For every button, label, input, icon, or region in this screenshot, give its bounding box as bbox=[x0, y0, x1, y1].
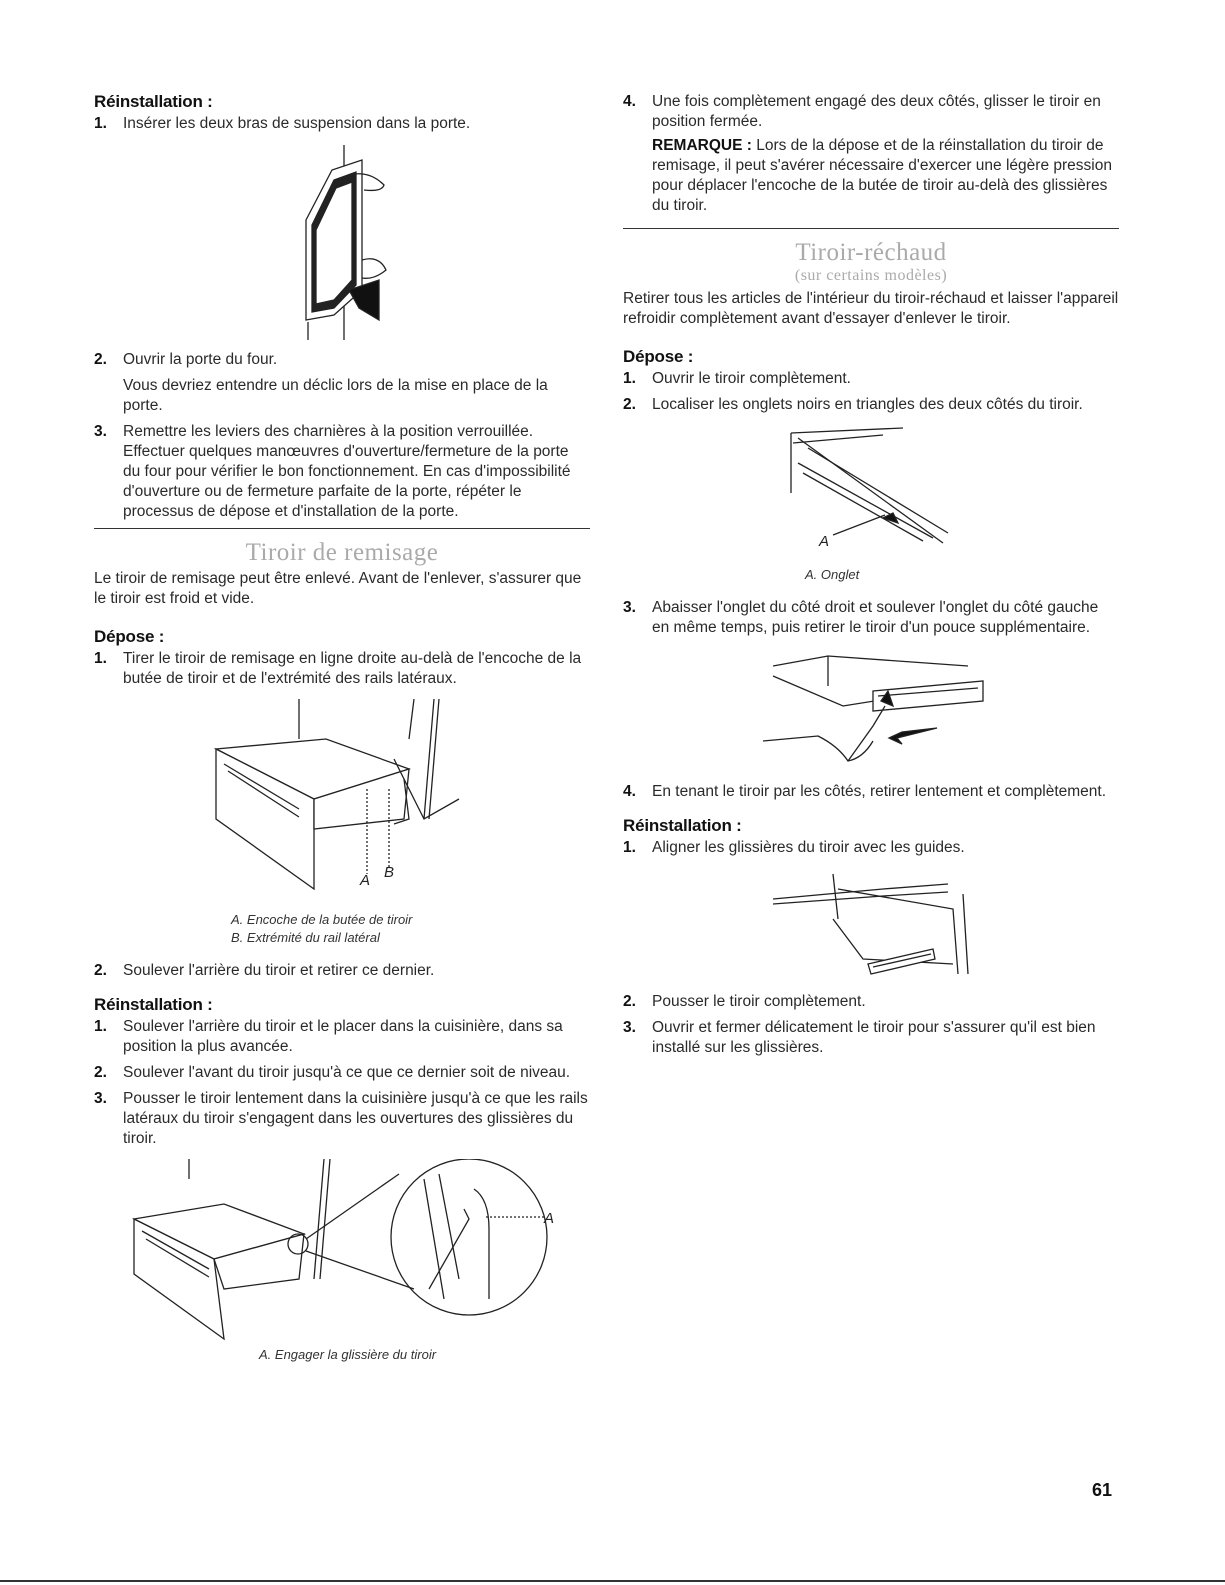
step-text: Aligner les glissières du tiroir avec les guides. bbox=[652, 839, 965, 856]
warming-depose-steps bbox=[623, 369, 1119, 415]
figure-label-a: A bbox=[360, 872, 371, 889]
storage-depose-steps-cont bbox=[94, 961, 590, 981]
storage-reinstall-steps-cont bbox=[623, 92, 1119, 216]
storage-drawer-illustration bbox=[94, 699, 590, 909]
onglet-illustration bbox=[623, 423, 1119, 558]
list-item: 3. Pousser le tiroir lentement dans la cuisinière jusqu'à ce que les rails latéraux du tiroir s'engagent dans les ouvertures des glissières du tiroir. bbox=[94, 1090, 588, 1147]
warming-drawer-subtitle: (sur certains modèles) bbox=[794, 267, 948, 284]
figure-label-a: A bbox=[819, 533, 830, 550]
step-text: Remettre les leviers des charnières à la position verrouillée. Effectuer quelques manœuvres d'ouverture/fermeture de la porte du four pour vérifier le bon fonctionnement. En cas d'impossibilité d'ouverture ou de fermeture parfaite de la porte, répéter le processus de dépose et d'installation de la porte. bbox=[123, 423, 571, 520]
page-number: 61 bbox=[1092, 1480, 1113, 1500]
engage-caption: A. Engager la glissière du tiroir bbox=[259, 1347, 437, 1362]
list-item: 1. Aligner les glissières du tiroir avec les guides. bbox=[623, 839, 965, 856]
step-text: En tenant le tiroir par les côtés, retirer lentement et complètement. bbox=[652, 783, 1107, 800]
align-slides-figure bbox=[623, 864, 1119, 984]
list-item: 3. Abaisser l'onglet du côté droit et soulever l'onglet du côté gauche en même temps, puis retirer le tiroir d'un pouce supplémentaire. bbox=[623, 599, 1099, 636]
storage-reinstall-heading: Réinstallation : bbox=[94, 995, 213, 1014]
storage-drawer-caption bbox=[94, 911, 590, 947]
engage-slide-figure bbox=[94, 1159, 590, 1344]
right-column bbox=[623, 92, 1119, 1064]
reinstall-door-steps bbox=[94, 114, 590, 134]
list-item: 1. Soulever l'arrière du tiroir et le placer dans la cuisinière, dans sa position la plus avancée. bbox=[94, 1018, 563, 1055]
step-text: Ouvrir la porte du four. bbox=[123, 351, 278, 368]
warming-reinstall-steps bbox=[623, 838, 1119, 858]
caption-a: A. Encoche de la butée de tiroir bbox=[231, 912, 413, 927]
list-item: 1. Insérer les deux bras de suspension dans la porte. bbox=[94, 115, 471, 132]
list-item: 1. Ouvrir le tiroir complètement. bbox=[623, 370, 851, 387]
note-label: REMARQUE : bbox=[652, 137, 752, 154]
list-item: 2. Soulever l'arrière du tiroir et retirer ce dernier. bbox=[94, 962, 435, 979]
storage-drawer-figure bbox=[94, 699, 590, 909]
step-text: Ouvrir et fermer délicatement le tiroir pour s'assurer qu'il est bien installé sur les glissières. bbox=[652, 1019, 1096, 1056]
warming-drawer-title: Tiroir-réchaud bbox=[795, 239, 947, 266]
list-item: 3. Ouvrir et fermer délicatement le tiroir pour s'assurer qu'il est bien installé sur les glissières. bbox=[623, 1019, 1096, 1056]
list-item: 2. Localiser les onglets noirs en triangles des deux côtés du tiroir. bbox=[623, 396, 1083, 413]
storage-depose-heading: Dépose : bbox=[94, 627, 165, 646]
page-bottom-rule bbox=[0, 1580, 1225, 1582]
step-subtext: Vous devriez entendre un déclic lors de la mise en place de la porte. bbox=[123, 377, 548, 414]
storage-drawer-title: Tiroir de remisage bbox=[245, 539, 439, 566]
figure-label-b: B bbox=[384, 864, 395, 881]
door-install-illustration bbox=[94, 140, 590, 350]
section-divider bbox=[94, 528, 590, 529]
onglet-figure bbox=[623, 423, 1119, 558]
warming-reinstall-heading: Réinstallation : bbox=[623, 816, 742, 835]
step-text: Insérer les deux bras de suspension dans la porte. bbox=[123, 115, 471, 132]
storage-reinstall-steps bbox=[94, 1017, 590, 1149]
step-text: Localiser les onglets noirs en triangles des deux côtés du tiroir. bbox=[652, 396, 1083, 413]
storage-depose-steps bbox=[94, 649, 590, 689]
section-divider bbox=[623, 228, 1119, 229]
list-item: 1. Tirer le tiroir de remisage en ligne droite au-delà de l'encoche de la butée de tiroir et de l'extrémité des rails latéraux. bbox=[94, 650, 582, 687]
step-text: Tirer le tiroir de remisage en ligne droite au-delà de l'encoche de la butée de tiroir et de l'extrémité des rails latéraux. bbox=[123, 650, 582, 687]
step-text: Ouvrir le tiroir complètement. bbox=[652, 370, 851, 387]
list-item: 2. Soulever l'avant du tiroir jusqu'à ce que ce dernier soit de niveau. bbox=[94, 1064, 571, 1081]
list-item: 2. Ouvrir la porte du four. Vous devriez entendre un déclic lors de la mise en place de la porte. bbox=[94, 350, 590, 416]
tab-release-figure bbox=[623, 646, 1119, 776]
step-text: Pousser le tiroir complètement. bbox=[652, 993, 866, 1010]
warming-depose-steps-cont2 bbox=[623, 782, 1119, 802]
onglet-caption: A. Onglet bbox=[805, 567, 860, 582]
reinstall-door-steps-cont bbox=[94, 350, 590, 522]
engage-slide-illustration bbox=[94, 1159, 590, 1344]
list-item: 2. Pousser le tiroir complètement. bbox=[623, 993, 866, 1010]
caption-b: B. Extrémité du rail latéral bbox=[231, 930, 380, 945]
step-text: Une fois complètement engagé des deux côtés, glisser le tiroir en position fermée. bbox=[652, 93, 1101, 130]
storage-drawer-intro: Le tiroir de remisage peut être enlevé. Avant de l'enlever, s'assurer que le tiroir est froid et vide. bbox=[94, 570, 582, 607]
step-text: Soulever l'arrière du tiroir et retirer ce dernier. bbox=[123, 962, 435, 979]
tab-release-illustration bbox=[623, 646, 1119, 776]
step-text: Soulever l'avant du tiroir jusqu'à ce que ce dernier soit de niveau. bbox=[123, 1064, 571, 1081]
note bbox=[652, 136, 1119, 216]
list-item: 4. Une fois complètement engagé des deux côtés, glisser le tiroir en position fermée. REMARQUE : Lors de la dépose et de la réinstallation du tiroir de remisage, il peut s'avérer nécessaire d'exercer une légère pression pour déplacer l'encoche de la butée de tiroir au-delà des glissières du tiroir. bbox=[623, 92, 1119, 216]
left-column bbox=[94, 92, 590, 1364]
reinstall-door-heading: Réinstallation : bbox=[94, 92, 213, 111]
door-install-figure bbox=[94, 140, 590, 350]
step-text: Abaisser l'onglet du côté droit et soulever l'onglet du côté gauche en même temps, puis retirer le tiroir d'un pouce supplémentaire. bbox=[652, 599, 1099, 636]
figure-label-a: A bbox=[544, 1210, 555, 1227]
warming-depose-heading: Dépose : bbox=[623, 347, 694, 366]
align-slides-illustration bbox=[623, 864, 1119, 984]
warming-drawer-intro: Retirer tous les articles de l'intérieur du tiroir-réchaud et laisser l'appareil refroidir complètement avant d'essayer d'enlever le tiroir. bbox=[623, 290, 1119, 327]
warming-depose-steps-cont bbox=[623, 598, 1119, 638]
list-item: 4. En tenant le tiroir par les côtés, retirer lentement et complètement. bbox=[623, 783, 1107, 800]
note-text: Lors de la dépose et de la réinstallation du tiroir de remisage, il peut s'avérer nécessaire d'exercer une légère pression pour déplacer l'encoche de la butée de tiroir au-delà des glissières du tiroir. bbox=[652, 137, 1112, 214]
warming-reinstall-steps-cont bbox=[623, 992, 1119, 1058]
step-text: Pousser le tiroir lentement dans la cuisinière jusqu'à ce que les rails latéraux du tiroir s'engagent dans les ouvertures des glissières du tiroir. bbox=[123, 1090, 588, 1147]
step-text: Soulever l'arrière du tiroir et le placer dans la cuisinière, dans sa position la plus avancée. bbox=[123, 1018, 563, 1055]
list-item: 3. Remettre les leviers des charnières à la position verrouillée. Effectuer quelques manœuvres d'ouverture/fermeture de la porte du four pour vérifier le bon fonctionnement. En cas d'impossibilité d'ouverture ou de fermeture parfaite de la porte, répéter le processus de dépose et d'installation de la porte. bbox=[94, 423, 571, 520]
